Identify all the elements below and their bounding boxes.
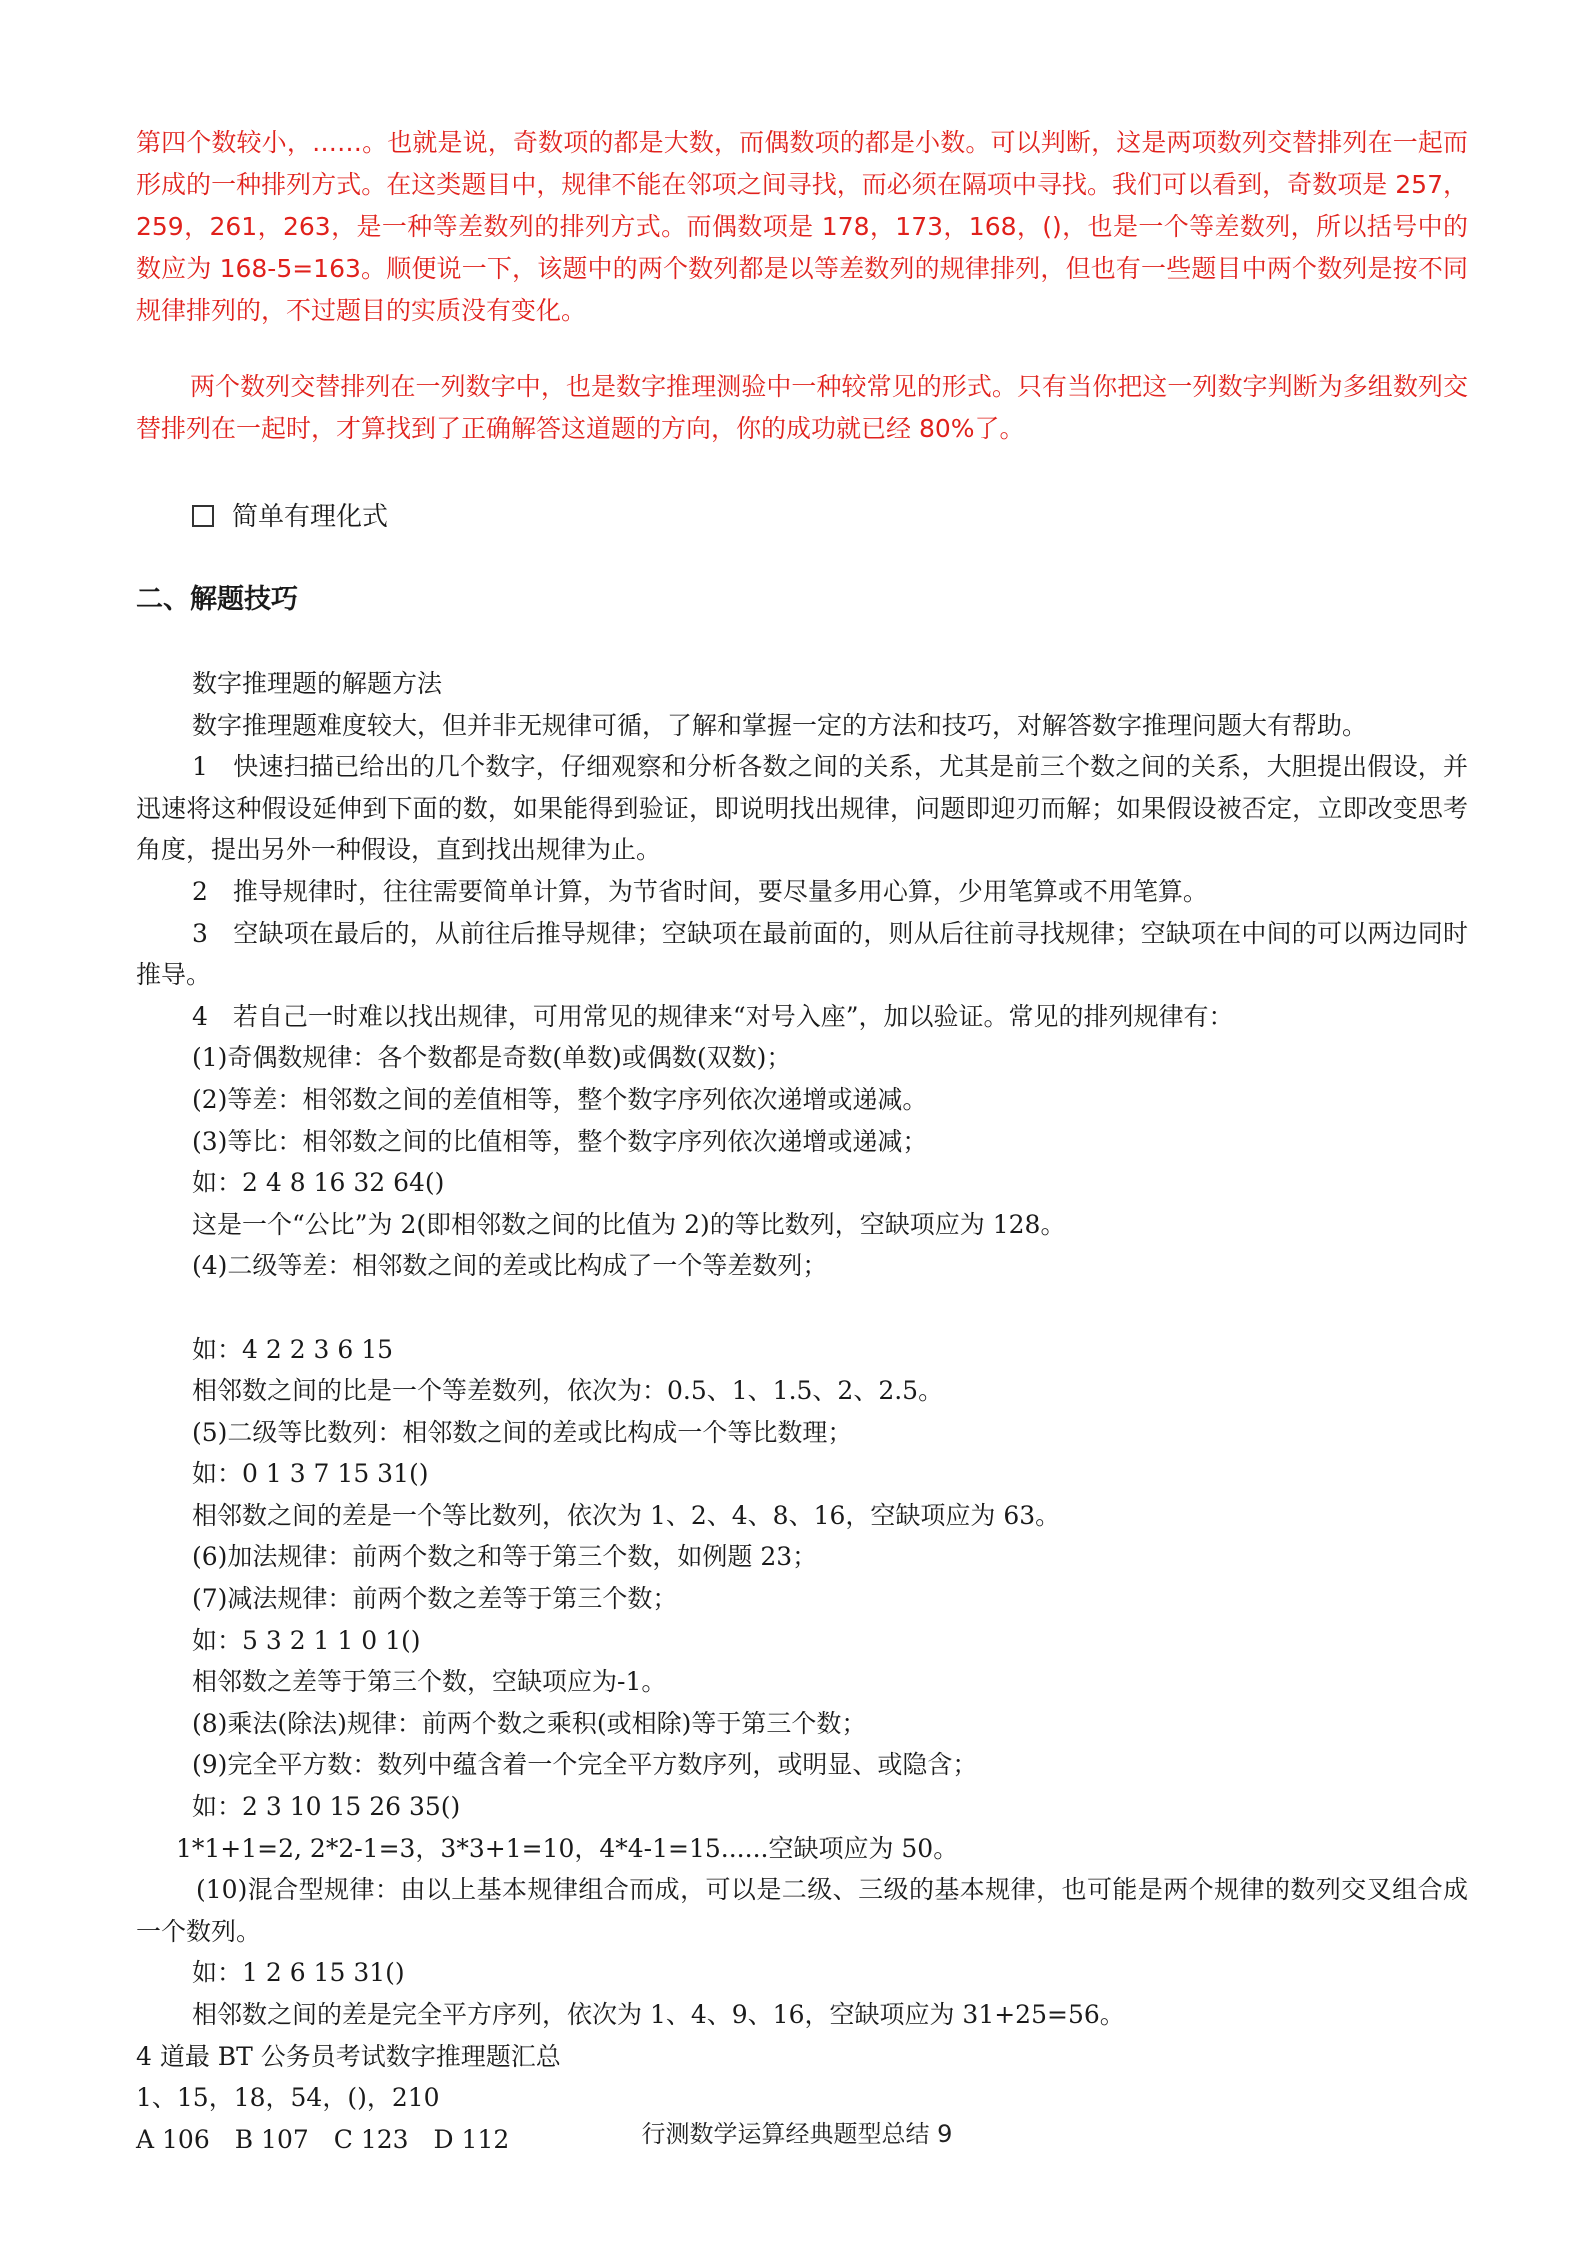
question-1-options: A 106 B 107 C 123 D 112 [136, 2124, 510, 2154]
red-paragraph-1 [136, 122, 1468, 332]
red-paragraph-2 [136, 366, 1468, 450]
body-text [136, 663, 1468, 2160]
rule-5-example: 如：0 1 3 7 15 31() [192, 1459, 429, 1489]
checkbox-label: 简单有理化式 [232, 502, 389, 532]
rule-3: (3)等比：相邻数之间的比值相等，整个数字序列依次递增或递减； [192, 1126, 928, 1156]
rule-4-explanation: 相邻数之间的比是一个等差数列，依次为：0.5、1、1.5、2、2.5。 [192, 1376, 944, 1406]
rule-3-explanation: 这是一个“公比”为 2(即相邻数之间的比值为 2)的等比数列，空缺项应为 128。 [192, 1209, 1066, 1239]
bt-title: 4 道最 BT 公务员考试数字推理题汇总 [136, 2041, 561, 2071]
rule-10-example: 如：1 2 6 15 31() [192, 1958, 405, 1988]
rule-3-example: 如：2 4 8 16 32 64() [192, 1168, 445, 1198]
red-text-2: 两个数列交替排列在一列数字中，也是数字推理测验中一种较常见的形式。只有当你把这一列数字判断为多组数列交替排列在一起时，才算找到了正确解答这道题的方向，你的成功就已经 80%了。 [136, 372, 1468, 443]
tip-3: 3 空缺项在最后的，从前往后推导规律；空缺项在最前面的，则从后往前寻找规律；空缺项在中间的可以两边同时推导。 [136, 918, 1468, 990]
rule-9: (9)完全平方数：数列中蕴含着一个完全平方数序列，或明显、或隐含； [192, 1750, 978, 1780]
tip-2: 2 推导规律时，往往需要简单计算，为节省时间，要尽量多用心算，少用笔算或不用笔算。 [192, 876, 1208, 906]
tip-1: 1 快速扫描已给出的几个数字，仔细观察和分析各数之间的关系，尤其是前三个数之间的关系，大胆提出假设，并迅速将这种假设延伸到下面的数，如果能得到验证，即说明找出规律，问题即迎刃而解；如果假设被否定，立即改变思考角度，提出另外一种假设，直到找出规律为止。 [136, 752, 1468, 865]
section-heading: 二、解题技巧 [136, 584, 298, 615]
rule-5: (5)二级等比数列：相邻数之间的差或比构成一个等比数理； [192, 1417, 853, 1447]
blank-line [136, 1287, 1468, 1329]
checkbox-icon [192, 505, 214, 527]
rule-7-explanation: 相邻数之差等于第三个数，空缺项应为-1。 [192, 1667, 667, 1697]
rule-4-example: 如：4 2 2 3 6 15 [192, 1334, 394, 1364]
method-title: 数字推理题的解题方法 [192, 669, 443, 698]
rule-1: (1)奇偶数规律：各个数都是奇数(单数)或偶数(双数)； [192, 1043, 792, 1073]
red-text-1: 第四个数较小，……。也就是说，奇数项的都是大数，而偶数项的都是小数。可以判断，这是两项数列交替排列在一起而形成的一种排列方式。在这类题目中，规律不能在邻项之间寻找，而必须在隔项中寻找。我们可以看到，奇数项是 257，259，261，263，是一种等差数列的排列方式。而偶数项是 178，173，168，()，也是一个等差数列，所以括号中的数应为 168-5=163。顺便说一下，该题中的两个数列都是以等差数列的规律排列，但也有一些题目中两个数列是按不同规律排列的，不过题目的实质没有变化。 [136, 128, 1468, 325]
page-footer: 行测数学运算经典题型总结 9 [641, 2120, 953, 2148]
rule-5-explanation: 相邻数之间的差是一个等比数列，依次为 1、2、4、8、16，空缺项应为 63。 [192, 1500, 1061, 1530]
rule-10: (10)混合型规律：由以上基本规律组合而成，可以是二级、三级的基本规律，也可能是两个规律的数列交叉组合成一个数列。 [136, 1875, 1468, 1946]
rule-9-example: 如：2 3 10 15 26 35() [192, 1792, 461, 1822]
rule-7: (7)减法规律：前两个数之差等于第三个数； [192, 1584, 678, 1614]
rule-8: (8)乘法(除法)规律：前两个数之乘积(或相除)等于第三个数； [192, 1708, 867, 1738]
intro-line: 数字推理题难度较大，但并非无规律可循，了解和掌握一定的方法和技巧，对解答数字推理问题大有帮助。 [192, 710, 1368, 740]
rule-2: (2)等差：相邻数之间的差值相等，整个数字序列依次递增或递减。 [192, 1084, 928, 1114]
question-1: 1、15，18，54，()，210 [136, 2083, 440, 2113]
rule-10-explanation: 相邻数之间的差是完全平方序列，依次为 1、4、9、16，空缺项应为 31+25=56。 [192, 2000, 1125, 2029]
tip-4: 4 若自己一时难以找出规律，可用常见的规律来“对号入座”，加以验证。常见的排列规律有： [192, 1001, 1234, 1031]
rule-6: (6)加法规律：前两个数之和等于第三个数，如例题 23； [192, 1542, 818, 1572]
rule-7-example: 如：5 3 2 1 1 0 1() [192, 1625, 421, 1655]
rule-9-explanation: 1*1+1=2, 2*2-1=3，3*3+1=10，4*4-1=15......空缺项应为 50。 [176, 1833, 959, 1863]
rule-4: (4)二级等差：相邻数之间的差或比构成了一个等差数列； [192, 1251, 828, 1281]
checkbox-item [192, 497, 388, 537]
